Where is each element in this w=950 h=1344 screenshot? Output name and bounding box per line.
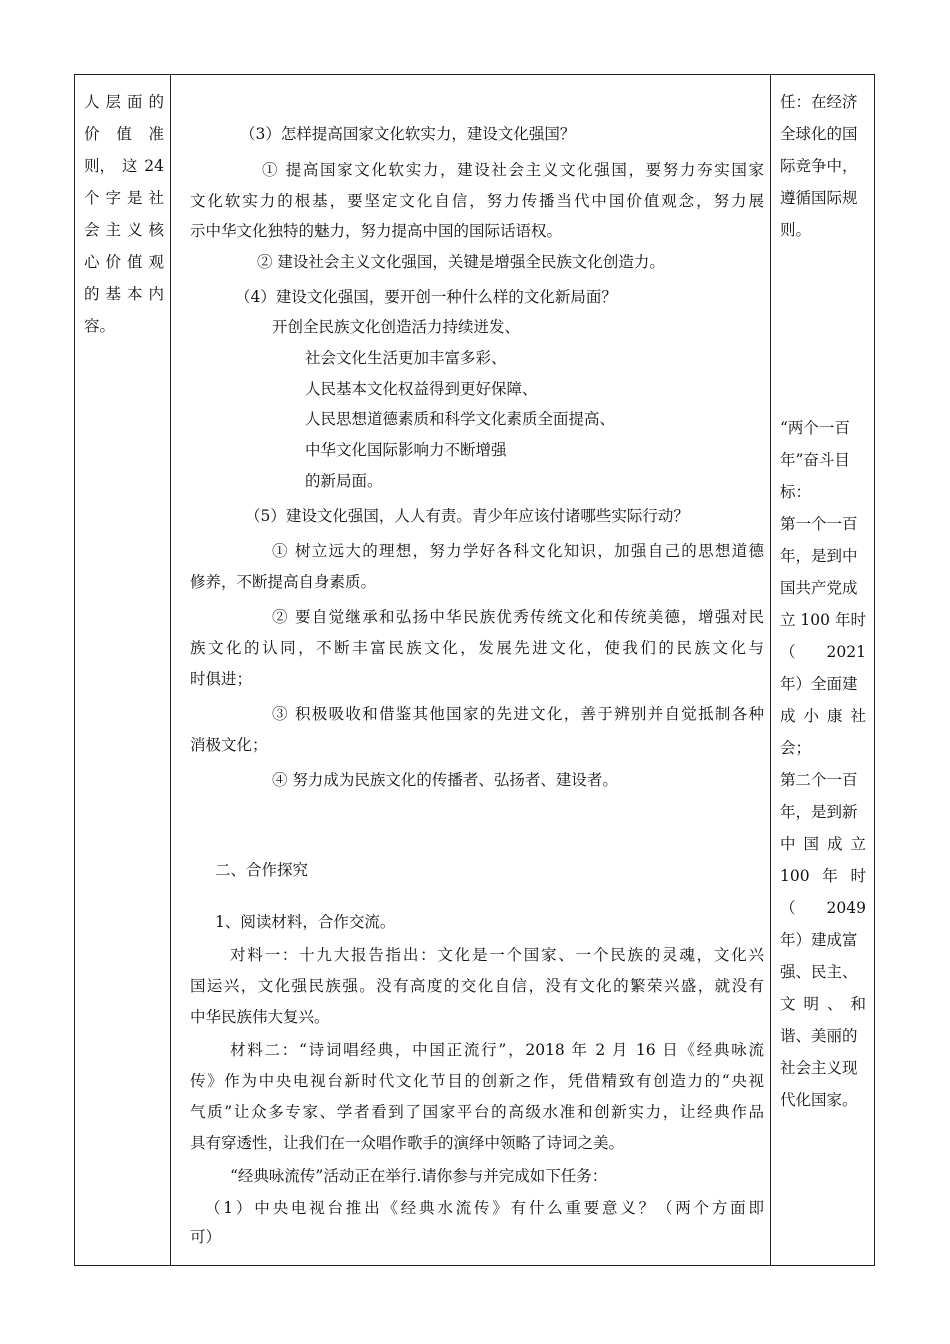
text-token: 社 bbox=[850, 707, 866, 725]
right-note-line bbox=[780, 1052, 866, 1084]
content-line: “经典咏流传”活动正在举行.请你参与并完成如下任务： bbox=[230, 1167, 608, 1185]
right-note-line bbox=[780, 1020, 866, 1052]
left-note-line bbox=[84, 86, 164, 118]
text-token: 则， bbox=[84, 157, 116, 175]
right-note-line bbox=[780, 892, 866, 924]
column-divider-right bbox=[770, 75, 771, 1265]
text-token: 2021 bbox=[826, 643, 866, 661]
content-line: 二、合作探究 bbox=[215, 861, 309, 879]
right-note-line bbox=[780, 444, 866, 476]
content-line: （3）怎样提高国家文化软实力，建设文化强国？ bbox=[240, 125, 576, 143]
content-line: （5）建设文化强国，人人有责。青少年应该付诸哪些实际行动？ bbox=[245, 507, 689, 525]
text-token: 社会主义现 bbox=[780, 1059, 858, 1077]
text-token: 人 bbox=[84, 93, 100, 111]
text-token: 准 bbox=[148, 125, 164, 143]
content-line: 族文化的认同，不断丰富民族文化，发展先进文化，使我们的民族文化与 bbox=[190, 639, 764, 657]
content-line: 人民思想道德素质和科学文化素质全面提高、 bbox=[305, 410, 616, 428]
content-line: 的新局面。 bbox=[305, 472, 383, 490]
text-token: 小 bbox=[803, 707, 819, 725]
content-line: 人民基本文化权益得到更好保障、 bbox=[305, 380, 538, 398]
text-token: 会 bbox=[84, 221, 100, 239]
right-note-line bbox=[780, 956, 866, 988]
left-note-line bbox=[84, 246, 164, 278]
right-note-line bbox=[780, 732, 866, 764]
text-token: 2049 bbox=[826, 899, 866, 917]
right-note-line bbox=[780, 150, 866, 182]
text-token: 代化国家。 bbox=[780, 1091, 858, 1109]
right-note-line bbox=[780, 924, 866, 956]
right-note-line bbox=[780, 540, 866, 572]
text-token: 值 bbox=[126, 253, 143, 271]
text-token: 容。 bbox=[84, 317, 116, 335]
text-token: 国 bbox=[803, 835, 819, 853]
text-token: 是 bbox=[126, 189, 143, 207]
content-line: ② 要自觉继承和弘扬中华民族优秀传统文化和传统美德，增强对民 bbox=[272, 608, 764, 626]
text-token: （ bbox=[780, 643, 796, 661]
text-token: 面 bbox=[126, 93, 143, 111]
text-token: （ bbox=[780, 899, 796, 917]
right-note-line bbox=[780, 860, 866, 892]
text-token: 核 bbox=[148, 221, 164, 239]
content-line: 文化软实力的根基，要坚定文化自信，努力传播当代中国价值观念，努力展 bbox=[190, 192, 764, 210]
text-token: 价 bbox=[84, 125, 100, 143]
text-token: 明 bbox=[803, 995, 819, 1013]
text-token: 时 bbox=[850, 867, 866, 885]
text-token: 个 bbox=[84, 189, 100, 207]
text-token: 价 bbox=[105, 253, 121, 271]
text-token: 立 bbox=[850, 835, 866, 853]
text-token: 成 bbox=[780, 707, 796, 725]
content-line: ② 建设社会主义文化强国，关键是增强全民族文化创造力。 bbox=[257, 253, 665, 271]
text-token: 国共产党成 bbox=[780, 579, 858, 597]
text-token: 成 bbox=[826, 835, 843, 853]
text-token: 全球化的国 bbox=[780, 125, 858, 143]
text-token: 则。 bbox=[780, 221, 812, 239]
content-line: ① 树立远大的理想，努力学好各科文化知识，加强自己的思想道德 bbox=[272, 542, 764, 560]
content-line: 消极文化； bbox=[190, 736, 268, 754]
content-line: 传》作为中央电视台新时代文化节目的创新之作，凭借精致有创造力的“央视 bbox=[190, 1072, 764, 1090]
right-note-line bbox=[780, 668, 866, 700]
text-token: 心 bbox=[84, 253, 100, 271]
text-token: 际竞争中， bbox=[780, 157, 858, 175]
text-token: 遵循国际规 bbox=[780, 189, 858, 207]
text-token: 中 bbox=[780, 835, 796, 853]
right-note-line bbox=[780, 988, 866, 1020]
right-note-line bbox=[780, 118, 866, 150]
content-line: 示中华文化独特的魅力，努力提高中国的国际话语权。 bbox=[190, 222, 563, 240]
text-token: 值 bbox=[116, 125, 132, 143]
right-note-line bbox=[780, 214, 866, 246]
content-line: 对料一：十九大报告指出：文化是一个国家、一个民族的灵魂，文化兴 bbox=[230, 946, 764, 964]
left-note-line bbox=[84, 182, 164, 214]
text-token: 标： bbox=[780, 483, 812, 501]
content-line: 中华民族伟大复兴。 bbox=[190, 1008, 330, 1026]
content-line: 国运兴，文化强民族强。没有高度的交化自信，没有文化的繁荣兴盛，就没有 bbox=[190, 977, 764, 995]
text-token: 本 bbox=[126, 285, 143, 303]
content-line: （4）建设文化强国，要开创一种什么样的文化新局面？ bbox=[235, 288, 617, 306]
right-note-line bbox=[780, 412, 866, 444]
text-token: 年）建成富 bbox=[780, 931, 858, 949]
right-note-line bbox=[780, 572, 866, 604]
left-note-line bbox=[84, 214, 164, 246]
right-note-line bbox=[780, 700, 866, 732]
text-token: 100 bbox=[780, 867, 810, 885]
right-note-line bbox=[780, 636, 866, 668]
text-token: 基 bbox=[105, 285, 121, 303]
text-token: 会； bbox=[780, 739, 812, 757]
text-token: 这 bbox=[121, 157, 138, 175]
left-note-line bbox=[84, 278, 164, 310]
right-note-line bbox=[780, 86, 866, 118]
content-line: 修养，不断提高自身素质。 bbox=[190, 573, 377, 591]
content-line: ③ 积极吸收和借鉴其他国家的先进文化，善于辨别并自觉抵制各种 bbox=[272, 705, 764, 723]
content-line: 具有穿透性，让我们在一众唱作歌手的演绎中领略了诗词之美。 bbox=[190, 1134, 625, 1152]
text-token: 24 bbox=[144, 157, 164, 175]
right-note-line bbox=[780, 828, 866, 860]
right-note-line bbox=[780, 1084, 866, 1116]
content-line: 材料二：“诗词唱经典，中国正流行”，2018 年 2 月 16 日《经典咏流 bbox=[230, 1041, 764, 1059]
text-token: 立 100 年时 bbox=[780, 611, 866, 629]
text-token: 年 bbox=[822, 867, 838, 885]
column-divider-left bbox=[170, 75, 171, 1265]
text-token: 年，是到新 bbox=[780, 803, 858, 821]
content-line: 1、阅读材料，合作交流。 bbox=[215, 913, 396, 931]
content-line: 时俱进； bbox=[190, 670, 253, 688]
text-token: 社 bbox=[148, 189, 164, 207]
content-line: ④ 努力成为民族文化的传播者、弘扬者、建设者。 bbox=[272, 771, 618, 789]
text-token: 第一个一百 bbox=[780, 515, 858, 533]
content-line: 中华文化国际影响力不断增强 bbox=[305, 441, 507, 459]
content-line: （1）中央电视台推出《经典水流传》有什么重要意义？（两个方面即 bbox=[205, 1199, 764, 1217]
text-token: 、 bbox=[826, 995, 843, 1013]
text-token: 主 bbox=[105, 221, 121, 239]
text-token: 第二个一百 bbox=[780, 771, 858, 789]
right-note-line bbox=[780, 604, 866, 636]
text-token: 的 bbox=[148, 93, 164, 111]
content-line: 气质”让众多专家、学者看到了国家平台的高级水准和创新实力，让经典作品 bbox=[190, 1103, 764, 1121]
right-note-line bbox=[780, 182, 866, 214]
text-token: “两个一百 bbox=[780, 419, 850, 437]
text-token: 的 bbox=[84, 285, 100, 303]
left-note-line bbox=[84, 310, 164, 342]
content-line: 社会文化生活更加丰富多彩、 bbox=[305, 349, 507, 367]
text-token: 康 bbox=[826, 707, 843, 725]
right-note-line bbox=[780, 764, 866, 796]
text-token: 强、民主、 bbox=[780, 963, 858, 981]
text-token: 任：在经济 bbox=[780, 93, 858, 111]
left-note-line bbox=[84, 118, 164, 150]
left-notes-column bbox=[84, 86, 164, 342]
right-note-line bbox=[780, 508, 866, 540]
content-line: ① 提高国家文化软实力，建设社会主义文化强国，要努力夯实国家 bbox=[262, 161, 764, 179]
left-note-line bbox=[84, 150, 164, 182]
text-token: 和 bbox=[850, 995, 866, 1013]
content-line: 开创全民族文化创造活力持续迸发、 bbox=[272, 318, 521, 336]
content-line: 可） bbox=[190, 1228, 222, 1246]
text-token: 谐、美丽的 bbox=[780, 1027, 858, 1045]
text-token: 年，是到中 bbox=[780, 547, 858, 565]
right-note-line bbox=[780, 476, 866, 508]
text-token: 义 bbox=[126, 221, 143, 239]
text-token: 内 bbox=[148, 285, 164, 303]
text-token: 文 bbox=[780, 995, 796, 1013]
text-token: 字 bbox=[105, 189, 121, 207]
text-token: 层 bbox=[105, 93, 121, 111]
text-token: 观 bbox=[148, 253, 164, 271]
text-token: 年”奋斗目 bbox=[780, 451, 850, 469]
text-token: 年）全面建 bbox=[780, 675, 858, 693]
right-note-line bbox=[780, 796, 866, 828]
